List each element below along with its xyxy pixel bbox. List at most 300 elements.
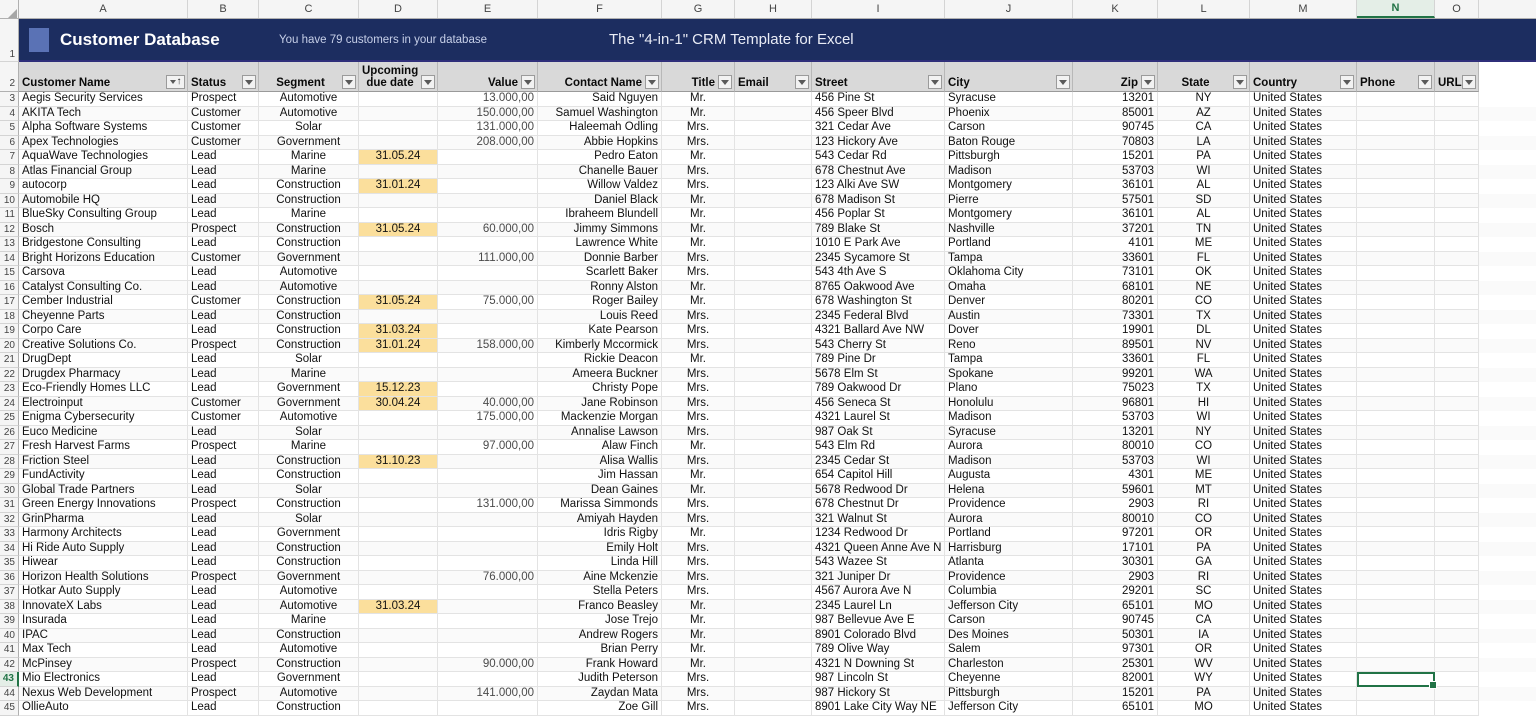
cell-city[interactable]: Portland xyxy=(945,237,1073,252)
cell-due[interactable] xyxy=(359,469,438,484)
cell-zip[interactable]: 57501 xyxy=(1073,194,1158,209)
cell-title[interactable]: Mrs. xyxy=(662,426,735,441)
cell-street[interactable]: 543 Cedar Rd xyxy=(812,150,945,165)
cell-email[interactable] xyxy=(735,527,812,542)
cell-value[interactable] xyxy=(438,324,538,339)
row-header-31[interactable]: 31 xyxy=(0,498,19,513)
table-row[interactable] xyxy=(0,368,1536,383)
cell-state[interactable]: WA xyxy=(1158,368,1250,383)
cell-zip[interactable]: 80201 xyxy=(1073,295,1158,310)
cell-country[interactable]: United States xyxy=(1250,295,1357,310)
table-row[interactable] xyxy=(0,92,1536,107)
cell-email[interactable] xyxy=(735,208,812,223)
cell-email[interactable] xyxy=(735,614,812,629)
cell-email[interactable] xyxy=(735,223,812,238)
cell-contact[interactable]: Annalise Lawson xyxy=(538,426,662,441)
cell-street[interactable]: 543 4th Ave S xyxy=(812,266,945,281)
column-header-b[interactable]: B xyxy=(188,0,259,18)
cell-status[interactable]: Lead xyxy=(188,484,259,499)
cell-url[interactable] xyxy=(1435,397,1479,412)
cell-url[interactable] xyxy=(1435,556,1479,571)
cell-street[interactable]: 543 Wazee St xyxy=(812,556,945,571)
cell-due[interactable] xyxy=(359,165,438,180)
cell-due[interactable] xyxy=(359,687,438,702)
row-header-19[interactable]: 19 xyxy=(0,324,19,339)
cell-url[interactable] xyxy=(1435,687,1479,702)
cell-street[interactable]: 321 Walnut St xyxy=(812,513,945,528)
cell-status[interactable]: Prospect xyxy=(188,687,259,702)
cell-name[interactable]: Catalyst Consulting Co. xyxy=(19,281,188,296)
row-header-42[interactable]: 42 xyxy=(0,658,19,673)
cell-due[interactable] xyxy=(359,107,438,122)
cell-segment[interactable]: Government xyxy=(259,136,359,151)
cell-url[interactable] xyxy=(1435,150,1479,165)
cell-segment[interactable]: Solar xyxy=(259,426,359,441)
cell-url[interactable] xyxy=(1435,382,1479,397)
cell-zip[interactable]: 53703 xyxy=(1073,165,1158,180)
cell-country[interactable]: United States xyxy=(1250,455,1357,470)
cell-phone[interactable] xyxy=(1357,165,1435,180)
row-header-36[interactable]: 36 xyxy=(0,571,19,586)
cell-country[interactable]: United States xyxy=(1250,237,1357,252)
cell-city[interactable]: Charleston xyxy=(945,658,1073,673)
cell-email[interactable] xyxy=(735,324,812,339)
cell-name[interactable]: Hotkar Auto Supply xyxy=(19,585,188,600)
cell-name[interactable]: Drugdex Pharmacy xyxy=(19,368,188,383)
cell-value[interactable] xyxy=(438,266,538,281)
cell-phone[interactable] xyxy=(1357,643,1435,658)
cell-country[interactable]: United States xyxy=(1250,368,1357,383)
cell-contact[interactable]: Idris Rigby xyxy=(538,527,662,542)
cell-value[interactable]: 60.000,00 xyxy=(438,223,538,238)
cell-email[interactable] xyxy=(735,513,812,528)
filter-dropdown-icon[interactable] xyxy=(1418,75,1432,89)
cell-title[interactable]: Mr. xyxy=(662,237,735,252)
cell-street[interactable]: 4321 Ballard Ave NW xyxy=(812,324,945,339)
cell-due[interactable] xyxy=(359,658,438,673)
cell-email[interactable] xyxy=(735,672,812,687)
cell-state[interactable]: NY xyxy=(1158,426,1250,441)
cell-city[interactable]: Portland xyxy=(945,527,1073,542)
cell-segment[interactable]: Marine xyxy=(259,208,359,223)
cell-state[interactable]: WV xyxy=(1158,658,1250,673)
cell-name[interactable]: Hi Ride Auto Supply xyxy=(19,542,188,557)
cell-contact[interactable]: Lawrence White xyxy=(538,237,662,252)
cell-street[interactable]: 654 Capitol Hill xyxy=(812,469,945,484)
table-row[interactable] xyxy=(0,179,1536,194)
cell-segment[interactable]: Construction xyxy=(259,658,359,673)
cell-street[interactable]: 678 Washington St xyxy=(812,295,945,310)
cell-contact[interactable]: Brian Perry xyxy=(538,643,662,658)
select-all-corner[interactable] xyxy=(0,0,19,18)
cell-phone[interactable] xyxy=(1357,208,1435,223)
cell-state[interactable]: AZ xyxy=(1158,107,1250,122)
table-row[interactable] xyxy=(0,440,1536,455)
cell-state[interactable]: ME xyxy=(1158,237,1250,252)
cell-street[interactable]: 678 Chestnut Ave xyxy=(812,165,945,180)
cell-zip[interactable]: 36101 xyxy=(1073,179,1158,194)
cell-status[interactable]: Lead xyxy=(188,426,259,441)
cell-state[interactable]: ME xyxy=(1158,469,1250,484)
cell-city[interactable]: Denver xyxy=(945,295,1073,310)
cell-value[interactable] xyxy=(438,643,538,658)
cell-title[interactable]: Mrs. xyxy=(662,556,735,571)
column-header-h[interactable]: H xyxy=(735,0,812,18)
cell-phone[interactable] xyxy=(1357,397,1435,412)
table-row[interactable] xyxy=(0,237,1536,252)
cell-segment[interactable]: Construction xyxy=(259,295,359,310)
cell-email[interactable] xyxy=(735,121,812,136)
cell-title[interactable]: Mr. xyxy=(662,281,735,296)
cell-value[interactable]: 175.000,00 xyxy=(438,411,538,426)
cell-zip[interactable]: 73101 xyxy=(1073,266,1158,281)
cell-city[interactable]: Omaha xyxy=(945,281,1073,296)
cell-due[interactable] xyxy=(359,252,438,267)
cell-email[interactable] xyxy=(735,658,812,673)
cell-state[interactable]: GA xyxy=(1158,556,1250,571)
cell-state[interactable]: AL xyxy=(1158,179,1250,194)
cell-segment[interactable]: Automotive xyxy=(259,585,359,600)
cell-email[interactable] xyxy=(735,353,812,368)
cell-due[interactable] xyxy=(359,440,438,455)
cell-value[interactable] xyxy=(438,701,538,716)
cell-status[interactable]: Lead xyxy=(188,701,259,716)
cell-title[interactable]: Mrs. xyxy=(662,179,735,194)
cell-phone[interactable] xyxy=(1357,324,1435,339)
cell-segment[interactable]: Solar xyxy=(259,484,359,499)
cell-country[interactable]: United States xyxy=(1250,324,1357,339)
cell-zip[interactable]: 33601 xyxy=(1073,353,1158,368)
cell-phone[interactable] xyxy=(1357,687,1435,702)
cell-street[interactable]: 456 Pine St xyxy=(812,92,945,107)
cell-segment[interactable]: Automotive xyxy=(259,281,359,296)
cell-url[interactable] xyxy=(1435,266,1479,281)
cell-state[interactable]: MO xyxy=(1158,600,1250,615)
cell-zip[interactable]: 65101 xyxy=(1073,701,1158,716)
cell-status[interactable]: Lead xyxy=(188,469,259,484)
cell-value[interactable]: 97.000,00 xyxy=(438,440,538,455)
cell-state[interactable]: PA xyxy=(1158,542,1250,557)
cell-status[interactable]: Lead xyxy=(188,513,259,528)
row-header-26[interactable]: 26 xyxy=(0,426,19,441)
cell-email[interactable] xyxy=(735,643,812,658)
cell-title[interactable]: Mrs. xyxy=(662,310,735,325)
cell-country[interactable]: United States xyxy=(1250,585,1357,600)
cell-email[interactable] xyxy=(735,455,812,470)
row-header-18[interactable]: 18 xyxy=(0,310,19,325)
cell-url[interactable] xyxy=(1435,672,1479,687)
column-header-a[interactable]: A xyxy=(19,0,188,18)
cell-city[interactable]: Pierre xyxy=(945,194,1073,209)
cell-zip[interactable]: 97301 xyxy=(1073,643,1158,658)
cell-due[interactable] xyxy=(359,353,438,368)
cell-contact[interactable]: Ameera Buckner xyxy=(538,368,662,383)
cell-email[interactable] xyxy=(735,150,812,165)
cell-value[interactable]: 76.000,00 xyxy=(438,571,538,586)
cell-phone[interactable] xyxy=(1357,150,1435,165)
cell-country[interactable]: United States xyxy=(1250,658,1357,673)
cell-contact[interactable]: Samuel Washington xyxy=(538,107,662,122)
cell-status[interactable]: Customer xyxy=(188,252,259,267)
row-header-24[interactable]: 24 xyxy=(0,397,19,412)
cell-value[interactable] xyxy=(438,484,538,499)
cell-email[interactable] xyxy=(735,701,812,716)
cell-email[interactable] xyxy=(735,687,812,702)
cell-street[interactable]: 987 Oak St xyxy=(812,426,945,441)
cell-state[interactable]: MO xyxy=(1158,701,1250,716)
cell-title[interactable]: Mrs. xyxy=(662,121,735,136)
cell-url[interactable] xyxy=(1435,339,1479,354)
cell-due[interactable] xyxy=(359,527,438,542)
cell-contact[interactable]: Frank Howard xyxy=(538,658,662,673)
cell-street[interactable]: 321 Juniper Dr xyxy=(812,571,945,586)
cell-value[interactable]: 158.000,00 xyxy=(438,339,538,354)
cell-state[interactable]: OR xyxy=(1158,527,1250,542)
column-header-d[interactable]: D xyxy=(359,0,438,18)
cell-title[interactable]: Mrs. xyxy=(662,252,735,267)
cell-segment[interactable]: Automotive xyxy=(259,266,359,281)
row-header-38[interactable]: 38 xyxy=(0,600,19,615)
cell-state[interactable]: NY xyxy=(1158,92,1250,107)
cell-url[interactable] xyxy=(1435,484,1479,499)
column-header-i[interactable]: I xyxy=(812,0,945,18)
cell-country[interactable]: United States xyxy=(1250,179,1357,194)
cell-due[interactable] xyxy=(359,92,438,107)
table-row[interactable] xyxy=(0,411,1536,426)
cell-due[interactable] xyxy=(359,513,438,528)
cell-country[interactable]: United States xyxy=(1250,92,1357,107)
cell-name[interactable]: AKITA Tech xyxy=(19,107,188,122)
cell-email[interactable] xyxy=(735,165,812,180)
cell-street[interactable]: 5678 Redwood Dr xyxy=(812,484,945,499)
cell-email[interactable] xyxy=(735,368,812,383)
table-row[interactable] xyxy=(0,629,1536,644)
cell-contact[interactable]: Kimberly Mccormick xyxy=(538,339,662,354)
cell-status[interactable]: Lead xyxy=(188,237,259,252)
cell-contact[interactable]: Willow Valdez xyxy=(538,179,662,194)
cell-title[interactable]: Mr. xyxy=(662,107,735,122)
cell-status[interactable]: Lead xyxy=(188,542,259,557)
cell-phone[interactable] xyxy=(1357,281,1435,296)
row-header-30[interactable]: 30 xyxy=(0,484,19,499)
cell-contact[interactable]: Alaw Finch xyxy=(538,440,662,455)
cell-name[interactable]: Apex Technologies xyxy=(19,136,188,151)
cell-title[interactable]: Mr. xyxy=(662,658,735,673)
row-header-9[interactable]: 9 xyxy=(0,179,19,194)
cell-city[interactable]: Aurora xyxy=(945,513,1073,528)
cell-city[interactable]: Plano xyxy=(945,382,1073,397)
cell-state[interactable]: RI xyxy=(1158,498,1250,513)
filter-dropdown-icon[interactable] xyxy=(718,75,732,89)
cell-due[interactable] xyxy=(359,411,438,426)
cell-name[interactable]: Automobile HQ xyxy=(19,194,188,209)
cell-email[interactable] xyxy=(735,484,812,499)
cell-country[interactable]: United States xyxy=(1250,643,1357,658)
cell-zip[interactable]: 2903 xyxy=(1073,498,1158,513)
table-row[interactable] xyxy=(0,687,1536,702)
cell-due[interactable] xyxy=(359,701,438,716)
cell-value[interactable] xyxy=(438,585,538,600)
cell-name[interactable]: Bosch xyxy=(19,223,188,238)
cell-city[interactable]: Jefferson City xyxy=(945,600,1073,615)
cell-url[interactable] xyxy=(1435,629,1479,644)
row-header-28[interactable]: 28 xyxy=(0,455,19,470)
cell-country[interactable]: United States xyxy=(1250,165,1357,180)
cell-contact[interactable]: Daniel Black xyxy=(538,194,662,209)
cell-name[interactable]: FundActivity xyxy=(19,469,188,484)
cell-value[interactable]: 111.000,00 xyxy=(438,252,538,267)
cell-email[interactable] xyxy=(735,266,812,281)
cell-zip[interactable]: 99201 xyxy=(1073,368,1158,383)
cell-title[interactable]: Mrs. xyxy=(662,136,735,151)
cell-status[interactable]: Customer xyxy=(188,295,259,310)
cell-contact[interactable]: Rickie Deacon xyxy=(538,353,662,368)
cell-segment[interactable]: Construction xyxy=(259,455,359,470)
cell-street[interactable]: 678 Chestnut Dr xyxy=(812,498,945,513)
cell-status[interactable]: Lead xyxy=(188,455,259,470)
cell-contact[interactable]: Abbie Hopkins xyxy=(538,136,662,151)
cell-state[interactable]: CO xyxy=(1158,295,1250,310)
cell-value[interactable] xyxy=(438,165,538,180)
cell-due[interactable]: 31.05.24 xyxy=(359,295,438,310)
cell-status[interactable]: Customer xyxy=(188,411,259,426)
cell-due[interactable]: 31.03.24 xyxy=(359,600,438,615)
cell-country[interactable]: United States xyxy=(1250,208,1357,223)
cell-url[interactable] xyxy=(1435,542,1479,557)
table-row[interactable] xyxy=(0,498,1536,513)
cell-name[interactable]: OllieAuto xyxy=(19,701,188,716)
cell-segment[interactable]: Automotive xyxy=(259,687,359,702)
cell-city[interactable]: Dover xyxy=(945,324,1073,339)
cell-segment[interactable]: Marine xyxy=(259,165,359,180)
cell-due[interactable]: 31.05.24 xyxy=(359,223,438,238)
cell-status[interactable]: Customer xyxy=(188,107,259,122)
cell-status[interactable]: Lead xyxy=(188,368,259,383)
cell-street[interactable]: 456 Poplar St xyxy=(812,208,945,223)
cell-title[interactable]: Mr. xyxy=(662,643,735,658)
cell-title[interactable]: Mr. xyxy=(662,194,735,209)
table-row[interactable] xyxy=(0,295,1536,310)
cell-title[interactable]: Mr. xyxy=(662,484,735,499)
cell-name[interactable]: Insurada xyxy=(19,614,188,629)
cell-city[interactable]: Madison xyxy=(945,165,1073,180)
cell-url[interactable] xyxy=(1435,527,1479,542)
cell-url[interactable] xyxy=(1435,513,1479,528)
cell-value[interactable] xyxy=(438,629,538,644)
cell-name[interactable]: Fresh Harvest Farms xyxy=(19,440,188,455)
table-row[interactable] xyxy=(0,600,1536,615)
cell-street[interactable]: 987 Hickory St xyxy=(812,687,945,702)
cell-status[interactable]: Lead xyxy=(188,165,259,180)
cell-segment[interactable]: Government xyxy=(259,397,359,412)
cell-city[interactable]: Aurora xyxy=(945,440,1073,455)
cell-name[interactable]: Carsova xyxy=(19,266,188,281)
cell-street[interactable]: 123 Alki Ave SW xyxy=(812,179,945,194)
cell-street[interactable]: 4321 Queen Anne Ave N xyxy=(812,542,945,557)
row-header-20[interactable]: 20 xyxy=(0,339,19,354)
cell-name[interactable]: McPinsey xyxy=(19,658,188,673)
cell-status[interactable]: Lead xyxy=(188,310,259,325)
cell-due[interactable] xyxy=(359,310,438,325)
column-header-c[interactable]: C xyxy=(259,0,359,18)
cell-url[interactable] xyxy=(1435,107,1479,122)
cell-contact[interactable]: Jimmy Simmons xyxy=(538,223,662,238)
cell-name[interactable]: Creative Solutions Co. xyxy=(19,339,188,354)
cell-value[interactable]: 141.000,00 xyxy=(438,687,538,702)
cell-zip[interactable]: 15201 xyxy=(1073,687,1158,702)
cell-due[interactable] xyxy=(359,498,438,513)
cell-city[interactable]: Providence xyxy=(945,498,1073,513)
cell-value[interactable] xyxy=(438,469,538,484)
cell-url[interactable] xyxy=(1435,440,1479,455)
cell-country[interactable]: United States xyxy=(1250,339,1357,354)
cell-url[interactable] xyxy=(1435,571,1479,586)
cell-country[interactable]: United States xyxy=(1250,600,1357,615)
cell-zip[interactable]: 90745 xyxy=(1073,614,1158,629)
cell-email[interactable] xyxy=(735,252,812,267)
cell-zip[interactable]: 50301 xyxy=(1073,629,1158,644)
row-header-15[interactable]: 15 xyxy=(0,266,19,281)
cell-city[interactable]: Honolulu xyxy=(945,397,1073,412)
cell-status[interactable]: Lead xyxy=(188,324,259,339)
cell-contact[interactable]: Scarlett Baker xyxy=(538,266,662,281)
column-header-o[interactable]: O xyxy=(1435,0,1479,18)
cell-segment[interactable]: Construction xyxy=(259,498,359,513)
table-row[interactable] xyxy=(0,455,1536,470)
cell-due[interactable]: 31.05.24 xyxy=(359,150,438,165)
row-header-2[interactable]: 2 xyxy=(0,62,19,92)
cell-value[interactable]: 131.000,00 xyxy=(438,498,538,513)
cell-email[interactable] xyxy=(735,107,812,122)
cell-city[interactable]: Montgomery xyxy=(945,208,1073,223)
cell-city[interactable]: Nashville xyxy=(945,223,1073,238)
cell-zip[interactable]: 17101 xyxy=(1073,542,1158,557)
cell-url[interactable] xyxy=(1435,469,1479,484)
cell-email[interactable] xyxy=(735,281,812,296)
cell-email[interactable] xyxy=(735,629,812,644)
row-header-34[interactable]: 34 xyxy=(0,542,19,557)
cell-phone[interactable] xyxy=(1357,339,1435,354)
cell-status[interactable]: Lead xyxy=(188,194,259,209)
cell-name[interactable]: Friction Steel xyxy=(19,455,188,470)
cell-name[interactable]: DrugDept xyxy=(19,353,188,368)
row-header-37[interactable]: 37 xyxy=(0,585,19,600)
cell-phone[interactable] xyxy=(1357,614,1435,629)
cell-phone[interactable] xyxy=(1357,136,1435,151)
cell-name[interactable]: Enigma Cybersecurity xyxy=(19,411,188,426)
cell-name[interactable]: Bright Horizons Education xyxy=(19,252,188,267)
row-header-4[interactable]: 4 xyxy=(0,107,19,122)
cell-url[interactable] xyxy=(1435,498,1479,513)
cell-state[interactable]: IA xyxy=(1158,629,1250,644)
table-row[interactable] xyxy=(0,469,1536,484)
cell-contact[interactable]: Amiyah Hayden xyxy=(538,513,662,528)
cell-due[interactable]: 31.10.23 xyxy=(359,455,438,470)
table-row[interactable] xyxy=(0,672,1536,687)
cell-state[interactable]: CO xyxy=(1158,440,1250,455)
cell-state[interactable]: AL xyxy=(1158,208,1250,223)
cell-title[interactable]: Mrs. xyxy=(662,585,735,600)
filter-dropdown-icon[interactable] xyxy=(795,75,809,89)
cell-city[interactable]: Augusta xyxy=(945,469,1073,484)
cell-url[interactable] xyxy=(1435,136,1479,151)
cell-segment[interactable]: Marine xyxy=(259,150,359,165)
cell-title[interactable]: Mrs. xyxy=(662,165,735,180)
cell-phone[interactable] xyxy=(1357,353,1435,368)
cell-street[interactable]: 456 Speer Blvd xyxy=(812,107,945,122)
table-row[interactable] xyxy=(0,150,1536,165)
cell-title[interactable]: Mr. xyxy=(662,527,735,542)
